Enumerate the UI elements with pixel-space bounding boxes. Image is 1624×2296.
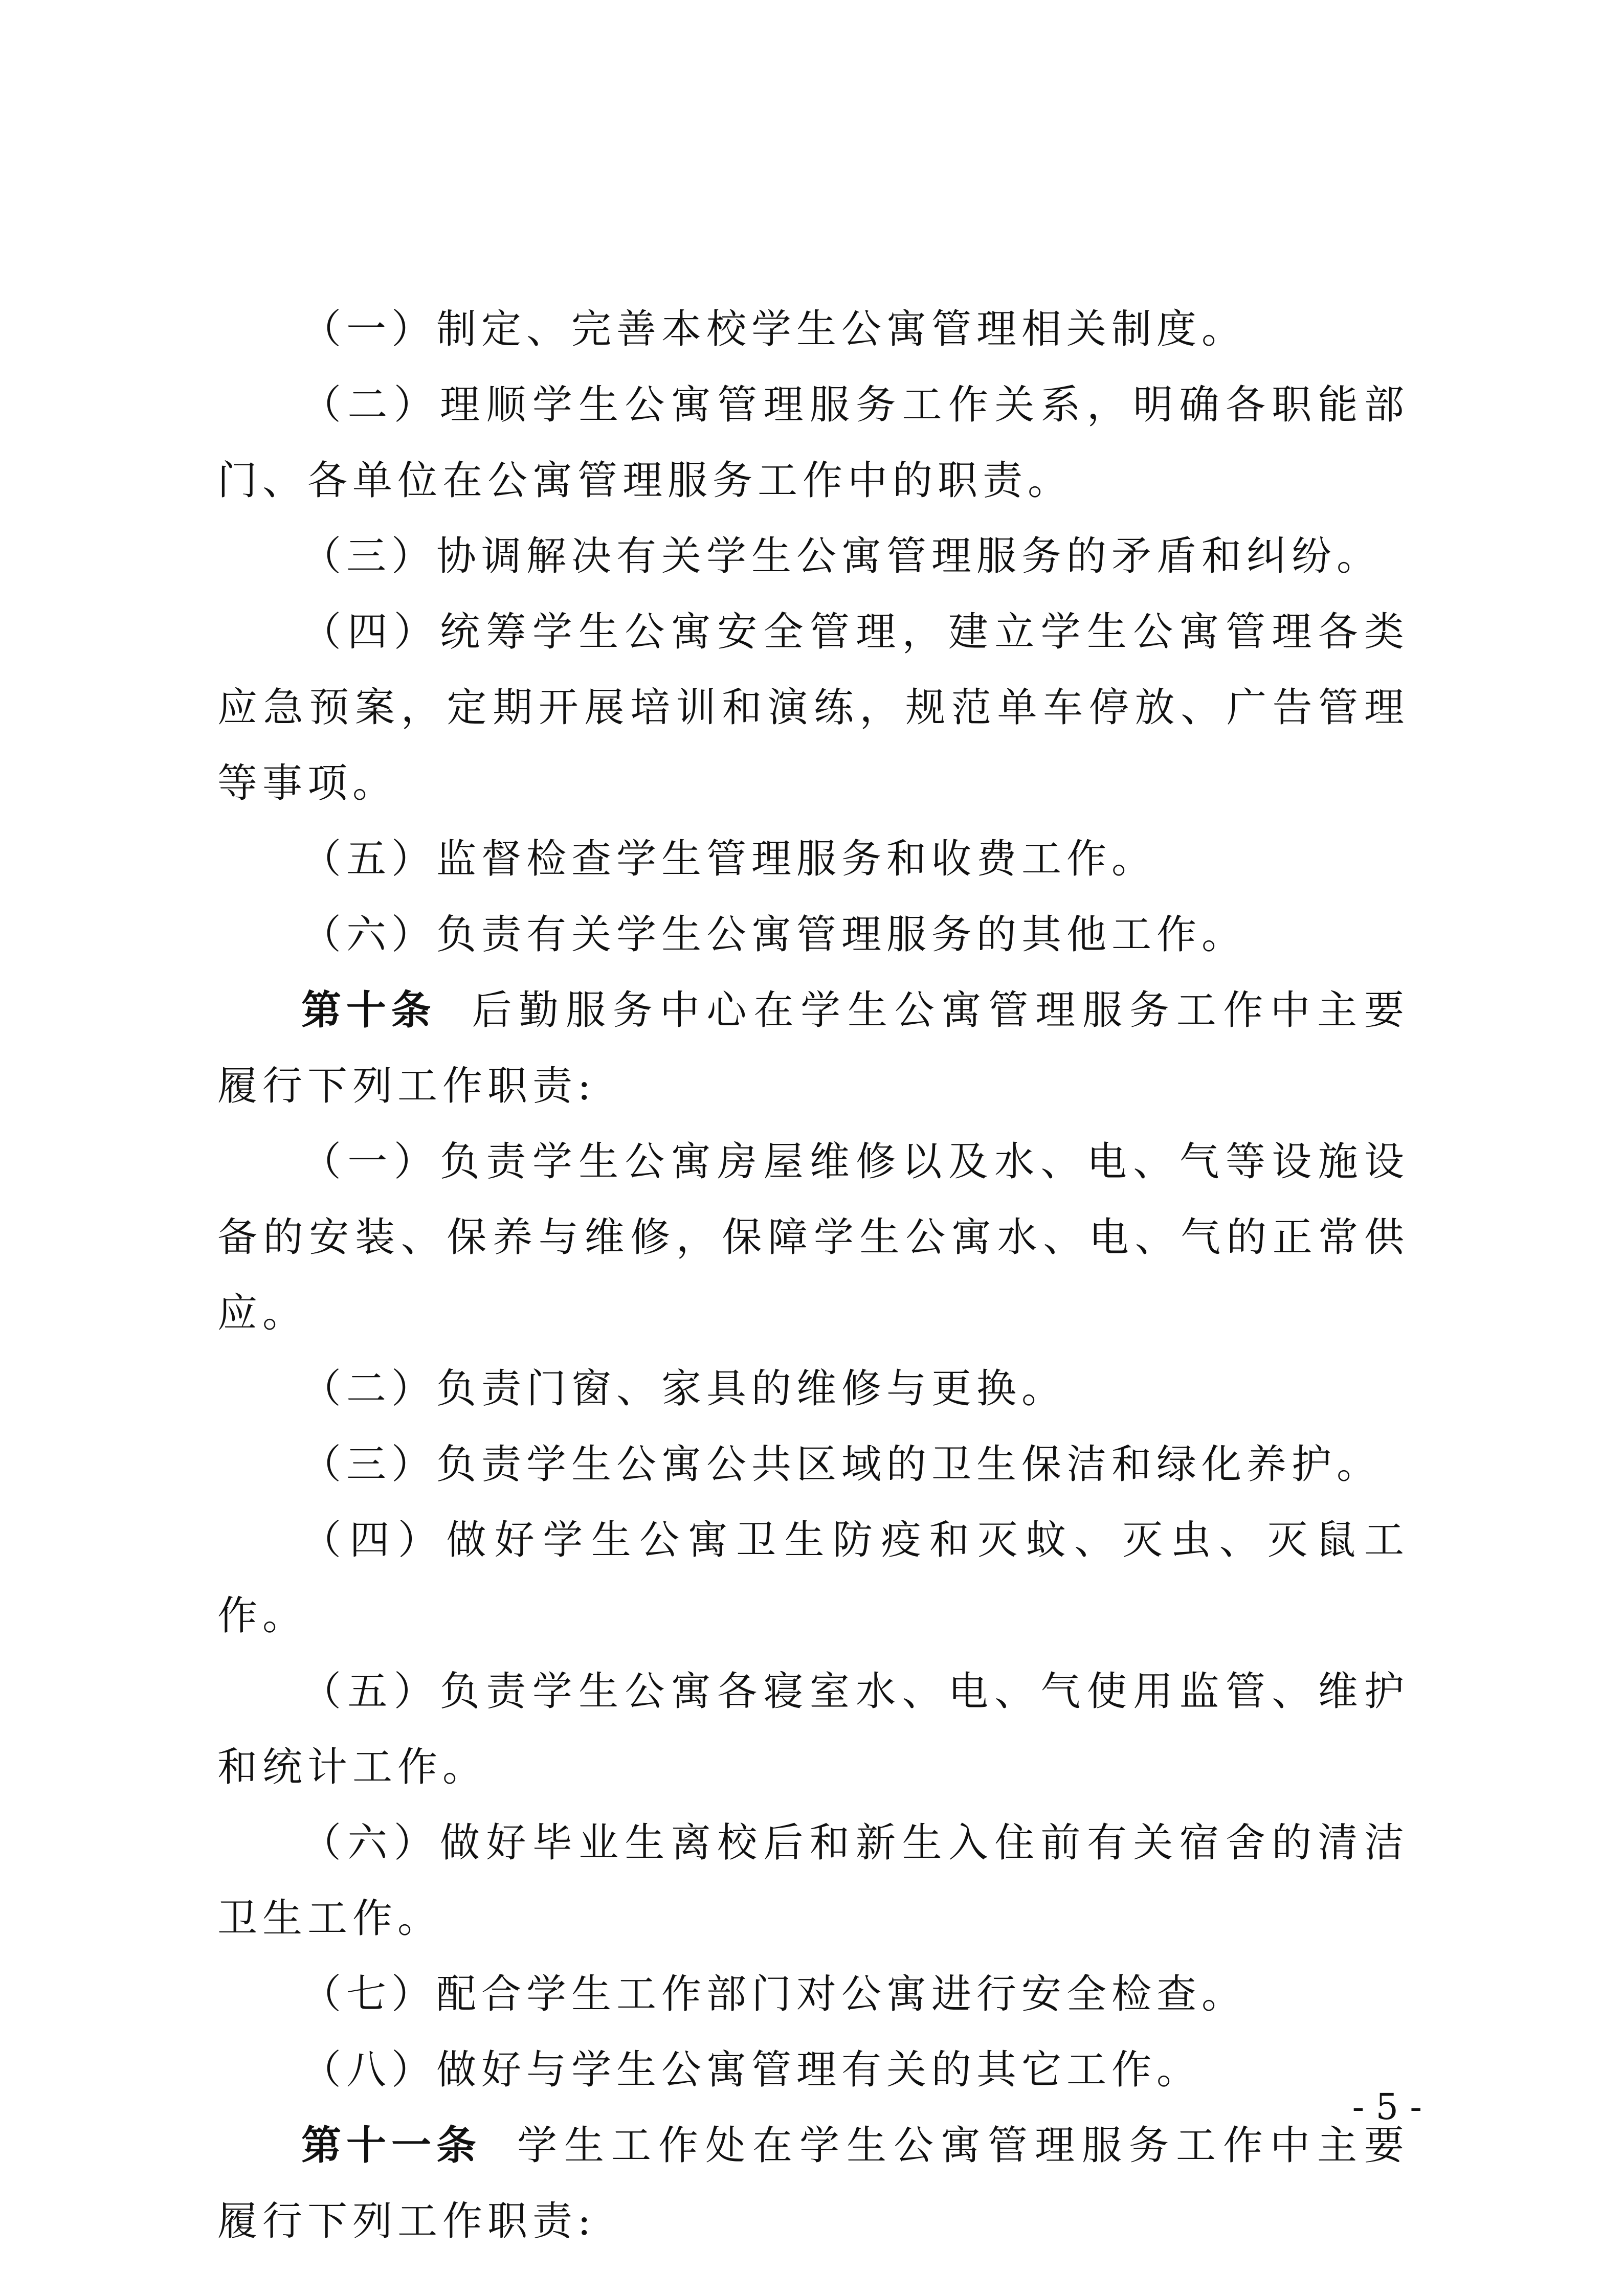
article-heading: 第十一条 — [301, 2123, 481, 2169]
paragraph-text: （四）统筹学生公寓安全管理，建立学生公寓管理各类应急预案，定期开展培训和演练，规范单车停放、广告管理等事项。 — [217, 609, 1409, 806]
paragraph-text: （二）理顺学生公寓管理服务工作关系，明确各职能部门、各单位在公寓管理服务工作中的职责。 — [217, 382, 1409, 504]
page-number: - 5 - — [1352, 2086, 1422, 2128]
paragraph-10-6 — [217, 1805, 1409, 1956]
paragraph-10-3 — [217, 1427, 1409, 1502]
paragraph-1-4 — [217, 594, 1409, 821]
document-body — [217, 291, 1409, 2259]
paragraph-1-3 — [217, 519, 1409, 594]
paragraph-10-2 — [217, 1351, 1409, 1427]
paragraph-10-7 — [217, 1956, 1409, 2032]
paragraph-text: 学生工作处在学生公寓管理服务工作中主要履行下列工作职责: — [217, 2123, 1409, 2244]
paragraph-text: （七）配合学生工作部门对公寓进行安全检查。 — [301, 1971, 1247, 2017]
paragraph-10-1 — [217, 1124, 1409, 1351]
paragraph-text: 后勤服务中心在学生公寓管理服务工作中主要履行下列工作职责: — [217, 987, 1409, 1109]
paragraph-text: （八）做好与学生公寓管理有关的其它工作。 — [301, 2047, 1202, 2093]
paragraph-text: （三）协调解决有关学生公寓管理服务的矛盾和纠纷。 — [301, 533, 1382, 579]
paragraph-text: （一）负责学生公寓房屋维修以及水、电、气等设施设备的安装、保养与维修，保障学生公寓水、电、气的正常供应。 — [217, 1139, 1409, 1336]
paragraph-text: （五）负责学生公寓各寝室水、电、气使用监管、维护和统计工作。 — [217, 1669, 1409, 1790]
paragraph-text: （三）负责学生公寓公共区域的卫生保洁和绿化养护。 — [301, 1442, 1382, 1488]
paragraph-1-5 — [217, 821, 1409, 897]
paragraph-text: （六）做好毕业生离校后和新生入住前有关宿舍的清洁卫生工作。 — [217, 1820, 1409, 1942]
paragraph-1-1 — [217, 291, 1409, 367]
paragraph-1-2 — [217, 367, 1409, 519]
paragraph-1-6 — [217, 897, 1409, 973]
paragraph-text: （五）监督检查学生管理服务和收费工作。 — [301, 836, 1157, 882]
paragraph-10-5 — [217, 1654, 1409, 1805]
article-10 — [217, 973, 1409, 1124]
paragraph-10-4 — [217, 1502, 1409, 1654]
paragraph-text: （四）做好学生公寓卫生防疫和灭蚊、灭虫、灭鼠工作。 — [217, 1517, 1409, 1639]
article-heading: 第十条 — [301, 987, 436, 1033]
paragraph-text: （一）制定、完善本校学生公寓管理相关制度。 — [301, 306, 1247, 352]
paragraph-text: （六）负责有关学生公寓管理服务的其他工作。 — [301, 912, 1247, 958]
paragraph-text: （二）负责门窗、家具的维修与更换。 — [301, 1366, 1067, 1412]
paragraph-10-8 — [217, 2032, 1409, 2108]
article-11 — [217, 2108, 1409, 2259]
